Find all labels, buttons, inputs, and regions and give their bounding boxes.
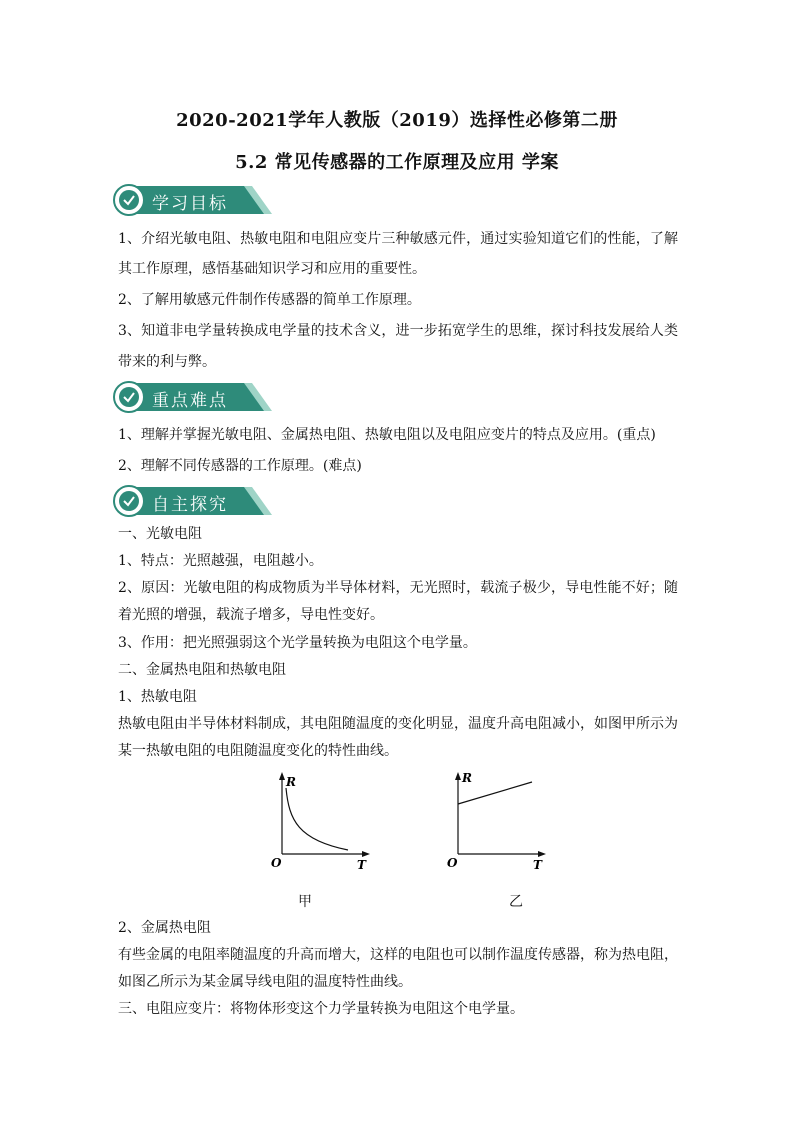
x-axis-arrow <box>538 851 546 857</box>
y-axis-arrow <box>455 772 461 780</box>
check-badge-icon <box>114 486 144 516</box>
key-line-2: 2、理解不同传感器的工作原理。(难点) <box>118 458 362 474</box>
x-axis-label: T <box>357 858 366 872</box>
origin-label: O <box>447 856 458 870</box>
explore-line-1: 一、光敏电阻 <box>118 526 202 542</box>
key-line-1: 1、理解并掌握光敏电阻、金属热电阻、热敏电阻以及电阻应变片的特点及应用。(重点) <box>118 427 656 443</box>
section-header-key <box>112 380 272 414</box>
origin-label: O <box>271 856 282 870</box>
figure-jia <box>262 768 382 878</box>
goal-line-1: 1、介绍光敏电阻、热敏电阻和电阻应变片三种敏感元件，通过实验知道它们的性能，了解 <box>118 231 678 247</box>
figure-yi <box>438 768 558 878</box>
check-badge-icon <box>114 185 144 215</box>
explore-line-7: 1、热敏电阻 <box>118 689 197 705</box>
explore-line-8: 热敏电阻由半导体材料制成，其电阻随温度的变化明显，温度升高电阻减小，如图甲所示为 <box>118 716 678 732</box>
explore-line-6: 二、金属热电阻和热敏电阻 <box>118 662 286 678</box>
y-axis-label: R <box>462 771 472 785</box>
goal-line-4: 3、知道非电学量转换成电学量的技术含义，进一步拓宽学生的思维，探讨科技发展给人类 <box>118 323 678 339</box>
after-line-1: 2、金属热电阻 <box>118 920 211 936</box>
explore-line-9: 某一热敏电阻的电阻随温度变化的特性曲线。 <box>118 743 398 759</box>
section-title: 自主探究 <box>152 495 228 515</box>
section-header-explore <box>112 484 272 518</box>
figure-caption-yi: 乙 <box>509 894 523 910</box>
explore-line-3: 2、原因：光敏电阻的构成物质为半导体材料，无光照时，载流子极少，导电性能不好；随 <box>118 580 678 596</box>
doc-title-line1: 2020-2021学年人教版（2019）选择性必修第二册 <box>176 110 618 131</box>
explore-line-4: 着光照的增强，载流子增多，导电性变好。 <box>118 607 384 623</box>
after-line-2: 有些金属的电阻率随温度的升高而增大，这样的电阻也可以制作温度传感器，称为热电阻， <box>118 947 678 963</box>
section-header-goals <box>112 183 272 217</box>
goal-line-2: 其工作原理，感悟基础知识学习和应用的重要性。 <box>118 261 426 277</box>
section-title: 重点难点 <box>152 391 228 411</box>
y-axis-label: R <box>286 775 296 789</box>
section-title: 学习目标 <box>152 194 228 214</box>
x-axis-label: T <box>533 858 542 872</box>
linear-line <box>458 782 532 804</box>
ntc-curve <box>286 788 348 850</box>
y-axis-arrow <box>279 772 285 780</box>
check-badge-icon <box>114 382 144 412</box>
explore-line-2: 1、特点：光照越强，电阻越小。 <box>118 553 323 569</box>
after-line-4: 三、电阻应变片：将物体形变这个力学量转换为电阻这个电学量。 <box>118 1001 524 1017</box>
doc-title-line2: 5.2 常见传感器的工作原理及应用 学案 <box>235 152 559 173</box>
explore-line-5: 3、作用：把光照强弱这个光学量转换为电阻这个电学量。 <box>118 635 477 651</box>
figure-caption-jia: 甲 <box>298 894 312 910</box>
after-line-3: 如图乙所示为某金属导线电阻的温度特性曲线。 <box>118 974 412 990</box>
goal-line-5: 带来的利与弊。 <box>118 354 216 370</box>
x-axis-arrow <box>362 851 370 857</box>
goal-line-3: 2、了解用敏感元件制作传感器的简单工作原理。 <box>118 292 421 308</box>
